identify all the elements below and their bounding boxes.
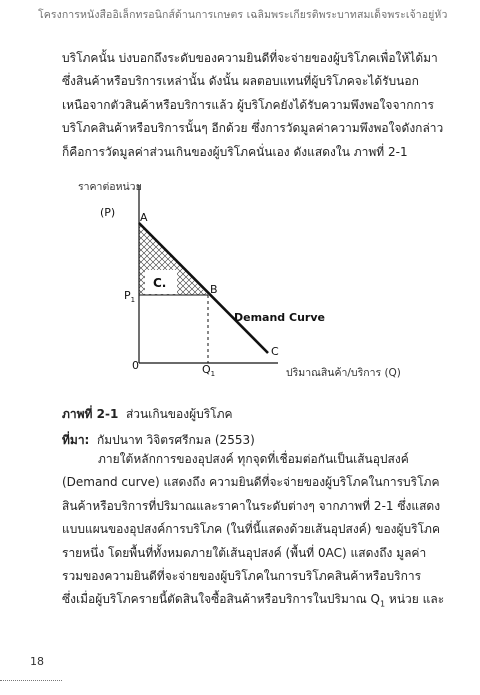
consumer-surplus-figure <box>60 175 440 390</box>
point-a-label: A <box>140 211 148 224</box>
demand-curve-diagram <box>60 175 440 390</box>
paragraph-intro <box>62 47 444 164</box>
y-axis-label: ราคาต่อหน่วย <box>78 181 142 193</box>
point-b-label: B <box>210 283 218 296</box>
text-line: รวมของความยินดีที่จะจ่ายของผู้บริโภคในการบริโภคสินค้าหรือบริการ <box>62 569 422 584</box>
origin-label: 0 <box>132 359 139 372</box>
page-number: 18 <box>30 655 44 668</box>
text-line: รายหนึ่ง โดยพื้นที่ทั้งหมดภายใต้เส้นอุปสงค์ (พื้นที่ 0AC) แสดงถึง มูลค่า <box>62 545 427 560</box>
text-line: บริโภคนั้น บ่งบอกถึงระดับของความยินดีที่จะจ่ายของผู้บริโภคเพื่อให้ได้มา <box>62 51 438 65</box>
text-line: สินค้าหรือบริการที่ปริมาณและราคาในระดับต่างๆ จากภาพที่ 2-1 ซึ่งแสดง <box>62 498 441 513</box>
paragraph-demand <box>62 448 445 616</box>
point-c-label: C <box>271 345 279 358</box>
q1-label: $Q_1$ <box>202 363 216 378</box>
text-line: ก็คือการวัดมูลค่าส่วนเกินของผู้บริโภคนั่นเอง ดังแสดงใน ภาพที่ 2-1 <box>62 144 408 159</box>
x-axis-label: ปริมาณสินค้า/บริการ (Q) <box>286 367 401 379</box>
figure-number: ภาพที่ 2-1 <box>62 407 119 421</box>
text-line: เหนือจากตัวสินค้าหรือบริการแล้ว ผู้บริโภคยังได้รับความพึงพอใจจากการ <box>62 97 434 112</box>
footer-dotted-line <box>0 680 62 681</box>
demand-curve-label: Demand Curve <box>234 311 325 324</box>
text-line: ซึ่งสินค้าหรือบริการเหล่านั้น ดังนั้น ผลตอบแทนที่ผู้บริโภคจะได้รับนอก <box>62 74 419 89</box>
running-header: โครงการหนังสืออิเล็กทรอนิกส์ด้านการเกษตร เฉลิมพระเกียรติพระบาทสมเด็จพระเจ้าอยู่หัว <box>38 9 448 21</box>
source-label: ที่มา: <box>62 433 90 447</box>
text-line: ภายใต้หลักการของอุปสงค์ ทุกจุดที่เชื่อมต่อกันเป็นเส้นอุปสงค์ <box>98 452 409 466</box>
text-line: ซึ่งเมื่อผู้บริโภครายนี้ตัดสินใจซื้อสินค้าหรือบริการในปริมาณ $Q_1$ หน่วย และ <box>62 592 445 609</box>
text-line: (Demand curve) แสดงถึง ความยินดีที่จะจ่ายของผู้บริโภคในการบริโภค <box>62 475 440 490</box>
source-text: กัมปนาท วิจิตรศรีกมล (2553) <box>97 433 255 447</box>
text-line: แบบแผนของอุปสงค์การบริโภค (ในที่นี้แสดงด้วยเส้นอุปสงค์) ของผู้บริโภค <box>62 522 440 537</box>
region-label: C. <box>153 276 167 290</box>
y-axis-symbol: (P) <box>100 206 116 219</box>
text-line: บริโภคสินค้าหรือบริการนั้นๆ อีกด้วย ซึ่งการวัดมูลค่าความพึงพอใจดังกล่าว <box>62 121 444 136</box>
figure-title: ส่วนเกินของผู้บริโภค <box>125 407 233 421</box>
figure-caption <box>62 405 233 424</box>
p1-label: $P_1$ <box>124 289 136 304</box>
